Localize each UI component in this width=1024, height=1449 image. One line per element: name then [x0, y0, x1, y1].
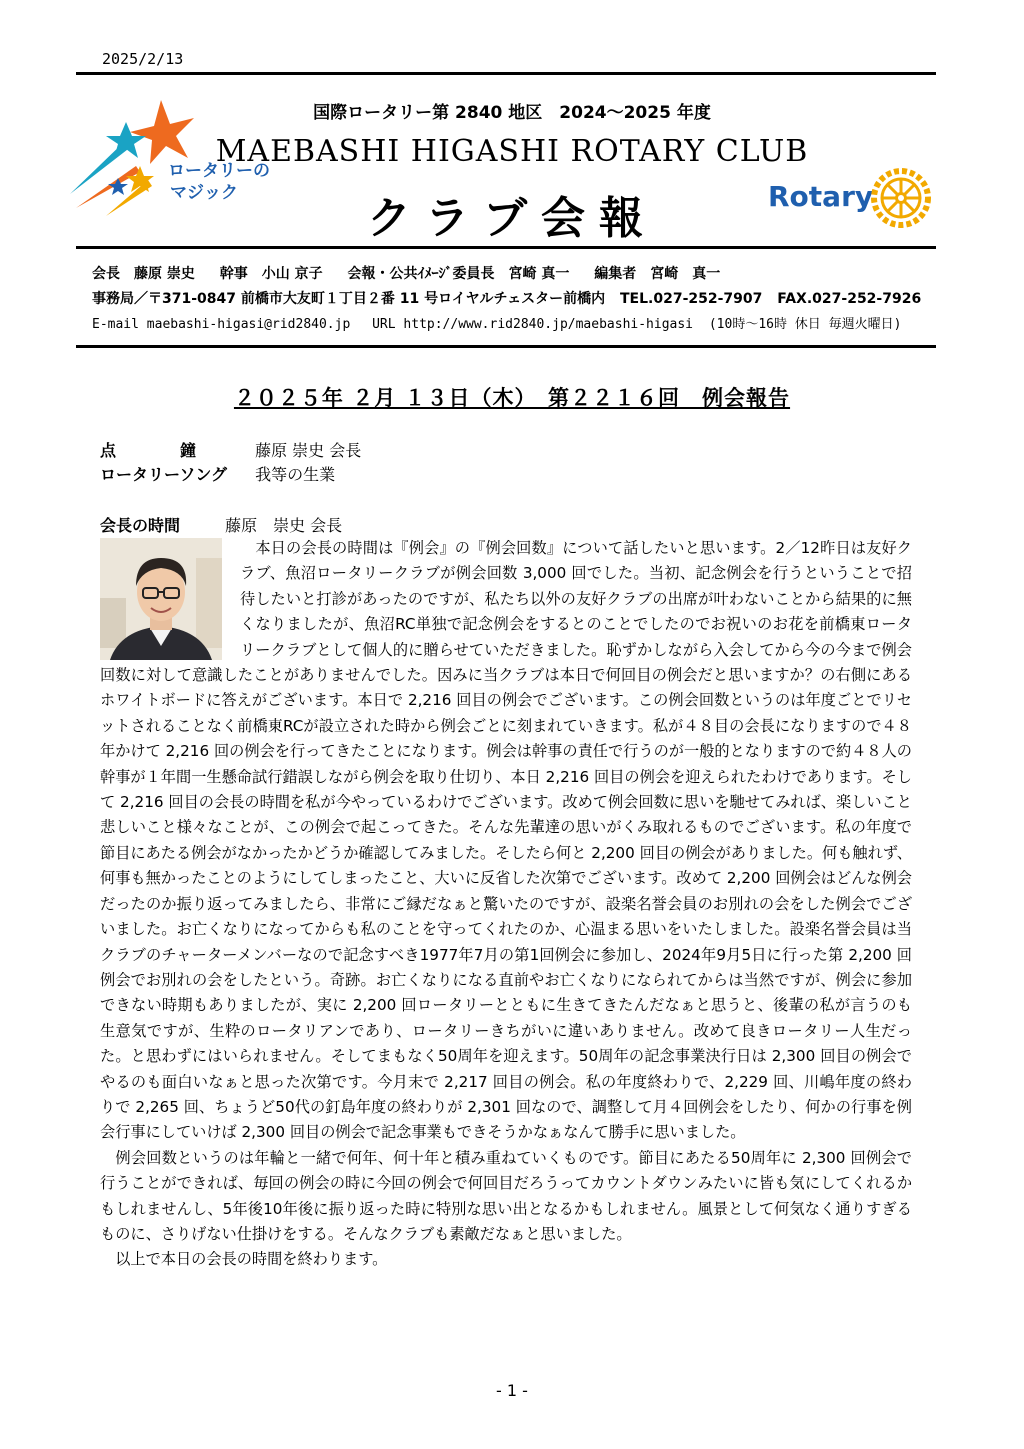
office-line — [92, 288, 921, 308]
district-line: 国際ロータリー第 2840 地区 2024～2025 年度 — [313, 103, 711, 123]
newsletter-title: クラブ会報 — [367, 193, 657, 244]
office-hours: (10時～16時 休日 毎週火曜日) — [708, 317, 902, 332]
speech-paragraph-2: 例会回数というのは年輪と一緒で何年、何十年と積み重ねていくものです。節目にあたる50周年に 2,300 回例会で行うことができれば、毎回の例会の時に今回の例会で何回目だろうってカウントダウンみたいに皆も気にしてくれるかもしれませんし、5年後10年後に振り返った時に特別な思い出となるかもしれません。風景として何気なく通りすぎるものに、さりげない仕掛けをする。そんなクラブも素敵だなぁと思いました。 — [100, 1148, 912, 1243]
president-name: 会長 藤原 崇史 — [92, 266, 195, 282]
contact-line — [92, 313, 901, 332]
bell-label: 点 鐘 — [100, 441, 197, 460]
header-mid-rule — [76, 246, 936, 249]
issue-date: 2025/2/13 — [102, 50, 184, 68]
song-row — [100, 462, 335, 485]
speech-body — [100, 536, 912, 1273]
secretary-name: 幹事 小山 京子 — [219, 266, 323, 282]
club-name-en: MAEBASHI HIGASHI ROTARY CLUB — [215, 134, 809, 169]
speech-paragraph-3: 以上で本日の会長の時間を終わります。 — [100, 1250, 388, 1269]
officers-line — [92, 263, 720, 283]
bell-value: 藤原 崇史 会長 — [255, 441, 362, 460]
speech-row — [100, 513, 342, 536]
office-email[interactable]: E-mail maebashi-higasi@rid2840.jp — [92, 317, 351, 332]
song-value: 我等の生業 — [255, 465, 336, 484]
speech-paragraph-1: 本日の会長の時間は『例会』の『例会回数』について話したいと思います。2／12昨日は友好クラブ、魚沼ロータリークラブが例会回数 3,000 回でした。当初、記念例会を行うということで招待したいと打診があったのですが、私たち以外の友好クラブの出席が叶わないことから結果的に無くなりましたが、魚沼RC単独で記念例会をするとのことでしたのでお祝いのお花を前橋東ロータリークラブとして個人的に贈らせていただきました。恥ずかしながら入会してから今の今まで例会回数に対して意識したことがありませんでした。因みに当クラブは本日で何回目の例会だと思いますか？の右側にあるホワイトボードに答えがございます。本日で 2,216 回目の例会でございます。この例会回数というのは年度ごとでリセットされることなく前橋東RCが設立された時から例会ごとに刻まれていきます。私が４８目の会長になりますので４８年かけて 2,216 回の例会を行ってきたことになります。例会は幹事の責任で行うのが一般的となりますので約４８人の幹事が１年間一生懸命試行錯誤しながら例会を取り仕切り、本日 2,216 回目の例会を迎えられたわけであります。そして 2,216 回目の会長の時間を私が今やっているわけでございます。改めて例会回数に思いを馳せてみれば、楽しいこと悲しいこと様々なことが、この例会で起こってきた。そんな先輩達の思いがくみ取れるものでございます。私の年度で節目にあたる例会がなかったかどうか確認してみました。そしたら何と 2,200 回目の例会がありました。何も触れず、何事も無かったことのようにしてしまったこと、大いに反省した次第でございます。改めて 2,200 回例会はどんな例会だったのか振り返ってみましたら、非常にご縁だなぁと驚いたのですが、設楽名誉会員のお別れの会をした例会でございました。お亡くなりになってからも私のことを守ってくれたのか、心温まる思いをいたしました。設楽名誉会員は当クラブのチャーターメンバーなので記念すべき1977年7月の第1回例会に参加し、2024年9月5日に行った第 2,200 回例会でお別れの会をしたという。奇跡。お亡くなりになる直前やお亡くなりになられてからは当然ですが、例会に参加できない時期もありましたが、実に 2,200 回ロータリーとともに生きてきたんだなぁと思うと、後輩の私が言うのも生意気ですが、生粋のロータリアンであり、ロータリーきちがいに違いありません。改めて良きロータリー人生だった。と思わずにはいられません。そしてまもなく50周年を迎えます。50周年の記念事業決行日は 2,300 回目の例会でやるのも面白いなぁと思った次第です。今月末で 2,217 回目の例会。私の年度終わりで、2,229 回、川嶋年度の終わりで 2,265 回、ちょうど50代の釘島年度の終わりが 2,301 回なので、調整して月４回例会をしたり、何かの行事を例会行事にしていけば 2,300 回目の例会で記念事業もできそうかなぁなんて勝手に思いました。 — [100, 539, 912, 1142]
header-bottom-rule — [76, 345, 936, 348]
song-label: ロータリーソング — [100, 465, 228, 484]
rotary-wordmark: Rotary — [768, 180, 874, 213]
bell-row — [100, 438, 361, 461]
office-address: 事務局／〒371-0847 前橋市大友町１丁目２番 11 号ロイヤルチェスター前橋内 — [92, 291, 606, 307]
header-top-rule — [76, 72, 936, 75]
editor-name: 編集者 宮崎 真一 — [594, 266, 721, 282]
office-url[interactable]: URL http://www.rid2840.jp/maebashi-higasi — [372, 317, 694, 332]
report-title: ２０２５年 ２月 １３日（木） 第２２１６回 例会報告 — [233, 386, 791, 410]
committee-chair-name: 会報・公共ｲﾒｰｼﾞ委員長 宮崎 真一 — [347, 266, 570, 282]
office-tel: TEL.027-252-7907 — [620, 291, 763, 307]
logo-slogan-line1: ロータリーの — [168, 161, 270, 181]
office-fax: FAX.027-252-7926 — [777, 291, 922, 307]
speech-speaker: 藤原 崇史 会長 — [225, 516, 343, 535]
speech-label: 会長の時間 — [100, 516, 181, 535]
logo-slogan-line2: マジック — [170, 183, 238, 203]
page-number: - 1 - — [496, 1381, 528, 1400]
rotary-wheel-icon — [870, 167, 932, 229]
